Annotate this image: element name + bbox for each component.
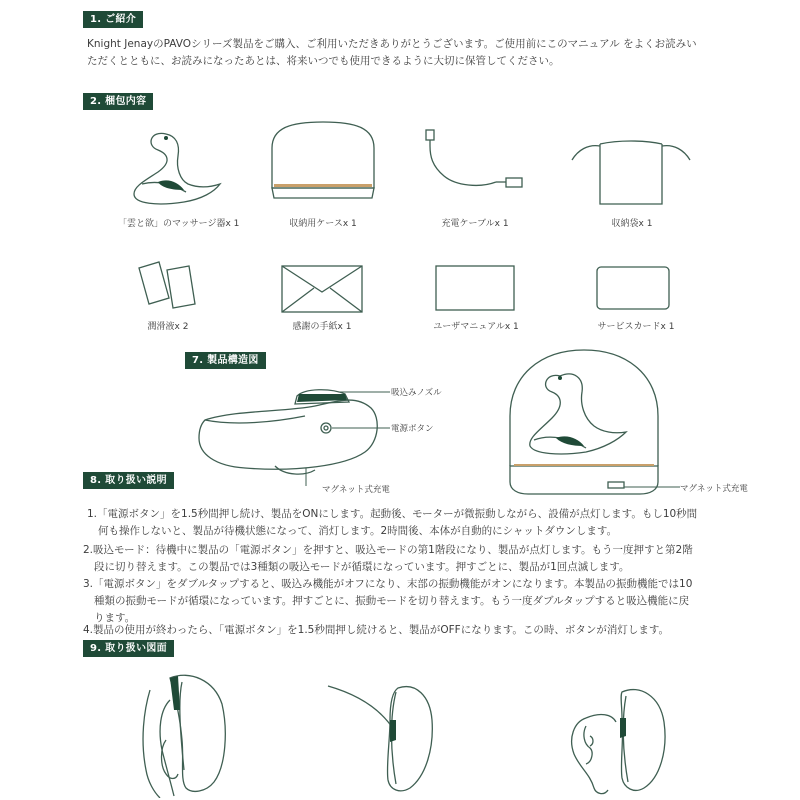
section-header-usage: 9. 取り扱い図面 <box>83 640 174 657</box>
package-item-label: 収納袋x 1 <box>611 219 653 229</box>
instruction-line: 2.吸込モード：待機中に製品の「電源ボタン」を押すと、吸込モードの第1階段になり、製品が点灯します。もう一度押すと第2階 <box>83 544 693 556</box>
manual-icon <box>434 264 516 312</box>
massager-icon <box>128 122 224 210</box>
magnet-leader-line <box>300 468 320 490</box>
instruction-line: ります。 <box>94 612 136 624</box>
instruction-line: 種類の振動モードが循環になっています。押すごとに、振動モードを切り替えます。もう一度ダブルタップすると吸込機能に戻 <box>94 595 690 607</box>
service-card-icon <box>595 265 671 311</box>
instruction-2 <box>83 542 693 576</box>
instruction-line: 3.「電源ボタン」をダブルタップすると、吸込み機能がオフになり、末部の振動機能がオンになります。本製品の振動機能では10 <box>83 578 693 590</box>
envelope-icon <box>280 264 364 314</box>
nozzle-leader-line <box>338 388 390 396</box>
lubricant-sachet-icon <box>135 258 199 314</box>
usage-diagram-3-icon <box>560 678 670 798</box>
magnet-charge-label-left: マグネット式充電 <box>322 485 390 495</box>
instruction-line: 4.製品の使用が終わったら、「電源ボタン」を1.5秒間押し続けると、製品がOFFになります。この時、ボタンが消灯します。 <box>83 624 670 636</box>
package-item-label: 感謝の手紙x 1 <box>292 322 352 332</box>
instruction-4 <box>83 622 669 639</box>
intro-line: Knight JenayのPAVOシリーズ製品をご購入、ご利用いただきありがとうございます。ご使用前にこのマニュアル をよくお読みい <box>87 38 697 50</box>
power-leader-line <box>332 424 390 432</box>
product-in-case-icon <box>500 346 670 498</box>
package-item-label: 潤滑液x 2 <box>147 322 189 332</box>
instruction-1 <box>87 506 697 540</box>
intro-line: ただくとともに、お読みになったあとは、将来いつでも使用できるように大切に保管してください。 <box>87 55 560 67</box>
section-header-instructions: 8. 取り扱い説明 <box>83 472 174 489</box>
intro-paragraph <box>87 36 697 70</box>
package-item-label: 「雲と欲」のマッサージ器x 1 <box>118 219 240 229</box>
instruction-3 <box>83 576 692 627</box>
section-header-structure: 7. 製品構造図 <box>185 352 266 369</box>
package-item-label: 収納用ケースx 1 <box>289 219 357 229</box>
storage-bag-icon <box>568 132 694 210</box>
instruction-line: 1.「電源ボタン」を1.5秒間押し続け、製品をONにします。起動後、モーターが微振動しながら、設備が点灯します。もし10秒間 <box>87 508 698 520</box>
magnet-charge-label-right: マグネット式充電 <box>680 484 748 494</box>
package-item-label: 充電ケーブルx 1 <box>441 219 509 229</box>
charging-cable-icon <box>420 126 530 198</box>
usage-diagram-2-icon <box>326 680 436 796</box>
power-button-label: 電源ボタン <box>391 424 434 434</box>
instruction-line: 段に切り替えます。この製品では3種類の吸込モードが循環になっています。押すごとに、製品が1回点滅します。 <box>94 561 630 573</box>
usage-diagram-1-icon <box>130 670 230 798</box>
instruction-line: 何も操作しないと、製品が待機状態になって、消灯します。2時間後、本体が自動的にシャットダウンします。 <box>98 525 618 537</box>
package-item-label: サービスカードx 1 <box>597 322 675 332</box>
section-header-package: 2. 梱包内容 <box>83 93 153 110</box>
section-header-intro: 1. ご紹介 <box>83 11 143 28</box>
package-item-label: ユーザマニュアルx 1 <box>433 322 519 332</box>
nozzle-label: 吸込みノズル <box>391 388 442 398</box>
storage-case-icon <box>268 118 378 204</box>
magnet-right-leader-line <box>624 482 680 492</box>
